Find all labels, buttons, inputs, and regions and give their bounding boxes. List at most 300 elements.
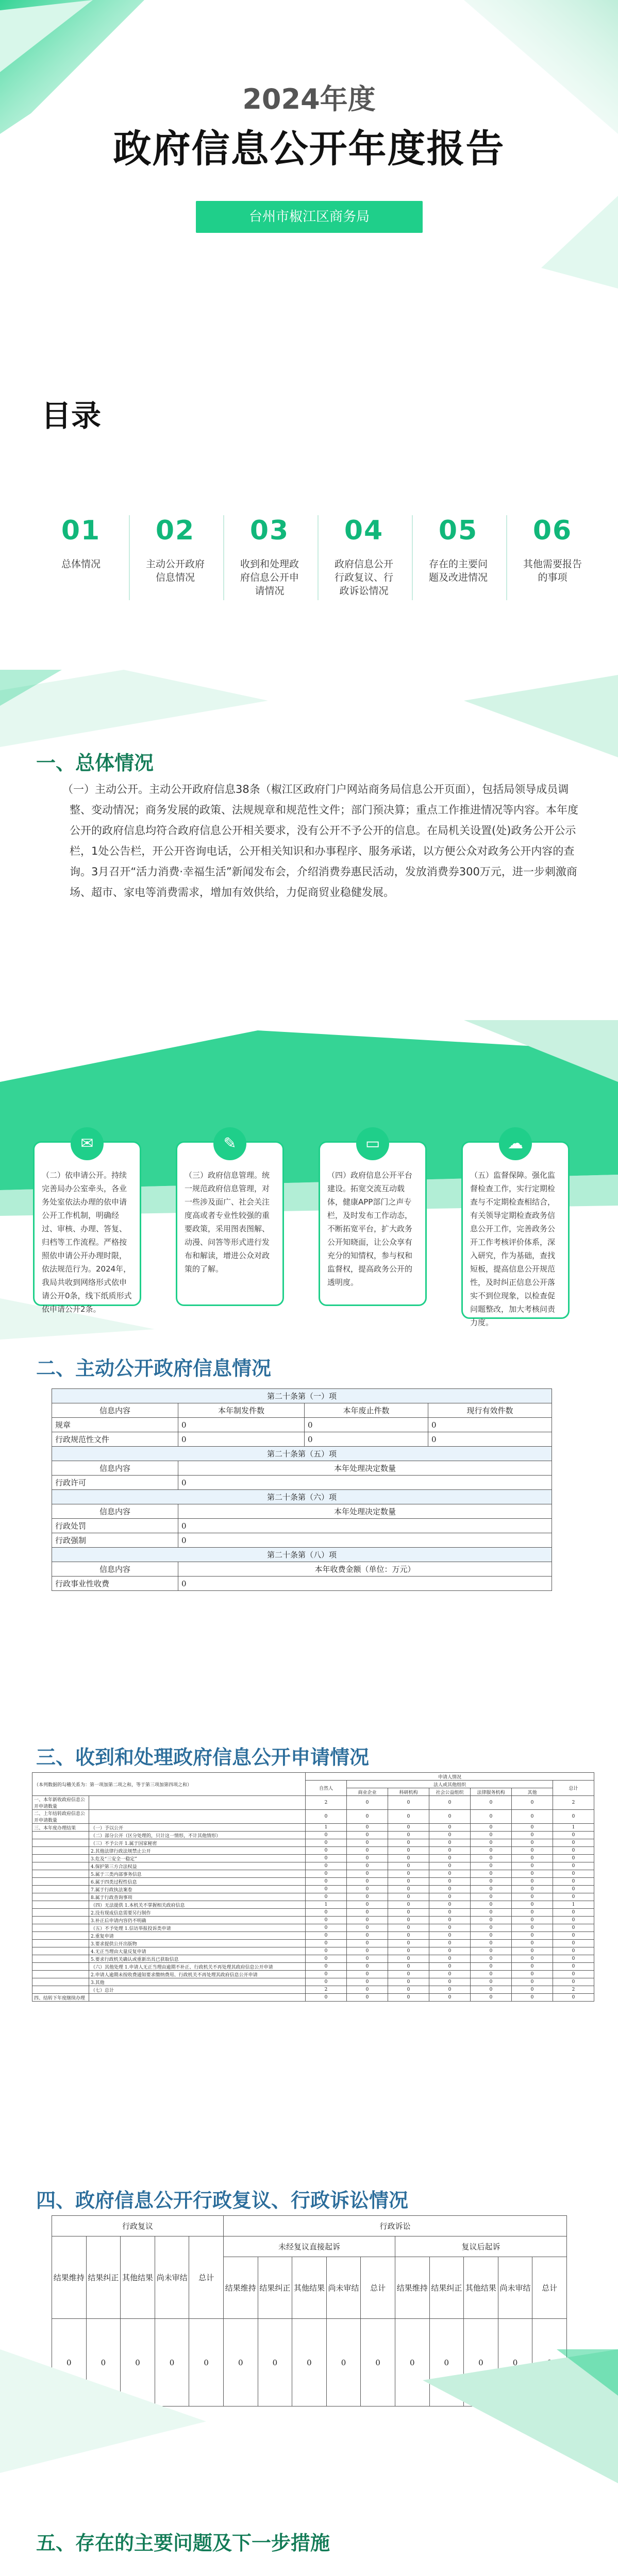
toc-label: 政府信息公开行政复议、行政诉讼情况 bbox=[334, 558, 393, 597]
table-cell: 0 bbox=[306, 1955, 347, 1963]
table-cell: 0 bbox=[429, 1855, 471, 1862]
row-category bbox=[32, 1917, 89, 1924]
table-row bbox=[52, 1533, 552, 1548]
table-cell: 0 bbox=[178, 1577, 552, 1591]
table-header-cell: 社会公益组织 bbox=[429, 1788, 471, 1796]
table-cell: 0 bbox=[306, 1862, 347, 1870]
table-cell: 0 bbox=[471, 1839, 512, 1847]
table-cell: 0 bbox=[306, 1893, 347, 1901]
row-subcategory: （一）予以公开 bbox=[89, 1824, 306, 1832]
table-cell: 0 bbox=[429, 1917, 471, 1924]
table-cell: 0 bbox=[512, 1824, 553, 1832]
table-cell: 0 bbox=[388, 1978, 429, 1986]
table-row bbox=[52, 1418, 552, 1432]
table-cell: 0 bbox=[471, 1994, 512, 2002]
table-cell: 0 bbox=[471, 1940, 512, 1947]
table-cell: 2 bbox=[553, 1986, 594, 1994]
table-cell: 2 bbox=[306, 1796, 347, 1810]
table-cell: 0 bbox=[428, 1432, 552, 1447]
toc-num: 01 bbox=[61, 515, 101, 546]
toc-item-1[interactable] bbox=[37, 515, 125, 571]
table-cell: 0 bbox=[429, 1824, 471, 1832]
chat-icon: ✉ bbox=[71, 1127, 104, 1160]
table-header-cell: 法人或其他组织 bbox=[347, 1781, 553, 1788]
table-row bbox=[32, 1963, 594, 1971]
section4-title: 四、政府信息公开行政复议、行政诉讼情况 bbox=[36, 2189, 409, 2212]
table-cell: 0 bbox=[553, 1886, 594, 1893]
row-subcategory: 4.保护第三方合法权益 bbox=[89, 1862, 306, 1870]
table-cell: 0 bbox=[388, 1994, 429, 2002]
table-cell: 规章 bbox=[52, 1418, 178, 1432]
table-header-cell: 行政复议 bbox=[52, 2216, 224, 2236]
info-card-1 bbox=[33, 1134, 141, 1314]
info-card-3 bbox=[319, 1134, 427, 1306]
row-subcategory bbox=[89, 1994, 306, 2002]
table-header-cell: 信息内容 bbox=[52, 1562, 178, 1577]
table-cell: 0 bbox=[347, 1909, 388, 1917]
toc-num: 03 bbox=[249, 515, 290, 546]
row-subcategory: （四）无法提供 1.本机关不掌握相关政府信息 bbox=[89, 1901, 306, 1909]
table-cell: 0 bbox=[512, 1917, 553, 1924]
table-header-cell: 总计 bbox=[532, 2257, 567, 2319]
table-cell: 0 bbox=[347, 1870, 388, 1878]
table-cell: 0 bbox=[471, 1932, 512, 1940]
table-section-heading: 第二十条第（六）项 bbox=[52, 1490, 552, 1504]
toc-label: 总体情况 bbox=[61, 558, 101, 570]
table-cell: 0 bbox=[553, 1978, 594, 1986]
row-category bbox=[32, 1893, 89, 1901]
toc-divider bbox=[223, 515, 224, 600]
row-subcategory: （五）不予处理 1.信访举报投诉类申请 bbox=[89, 1924, 306, 1932]
table-row bbox=[32, 1917, 594, 1924]
table-cell: 0 bbox=[347, 1796, 388, 1810]
table-header-cell: 信息内容 bbox=[52, 1504, 178, 1519]
table-cell: 0 bbox=[429, 1978, 471, 1986]
table-cell: 1 bbox=[553, 1824, 594, 1832]
table-cell: 0 bbox=[347, 1994, 388, 2002]
row-category bbox=[32, 1963, 89, 1971]
table-cell: 0 bbox=[178, 1533, 552, 1548]
applications-table-body bbox=[32, 1796, 594, 2002]
table-header-cell: 其他结果 bbox=[464, 2257, 498, 2319]
table-cell: 0 bbox=[471, 1893, 512, 1901]
row-subcategory: 5.属于三类内部事务信息 bbox=[89, 1870, 306, 1878]
table-cell: 0 bbox=[306, 1909, 347, 1917]
toc-divider bbox=[129, 515, 130, 600]
table-cell: 0 bbox=[553, 1832, 594, 1839]
row-subcategory: 2.其他法律行政法规禁止公开 bbox=[89, 1847, 306, 1855]
table-cell: 0 bbox=[553, 1893, 594, 1901]
row-category bbox=[32, 1971, 89, 1978]
row-category bbox=[32, 1986, 89, 1994]
table-cell: 0 bbox=[553, 1917, 594, 1924]
table-cell: 0 bbox=[512, 1909, 553, 1917]
table-cell: 0 bbox=[429, 1810, 471, 1824]
table-cell: 0 bbox=[306, 1917, 347, 1924]
table-header-cell: 结果维持 bbox=[223, 2257, 258, 2319]
table-cell: 0 bbox=[429, 1947, 471, 1955]
row-subcategory: 3.其他 bbox=[89, 1978, 306, 1986]
table-row bbox=[32, 1855, 594, 1862]
toc-label: 收到和处理政府信息公开申请情况 bbox=[240, 558, 299, 597]
row-subcategory: 2.没有现成信息需要另行制作 bbox=[89, 1909, 306, 1917]
table-cell: 0 bbox=[347, 1810, 388, 1824]
table-row bbox=[32, 1947, 594, 1955]
table-cell: 0 bbox=[512, 1947, 553, 1955]
table-cell: 0 bbox=[553, 1810, 594, 1824]
table-cell: 0 bbox=[471, 1855, 512, 1862]
table-header-cell: 结果维持 bbox=[52, 2236, 87, 2319]
table-cell: 0 bbox=[189, 2319, 224, 2406]
table-cell: 0 bbox=[306, 1855, 347, 1862]
table-cell: 0 bbox=[512, 1932, 553, 1940]
table-cell: 0 bbox=[471, 1824, 512, 1832]
table-header-cell: 科研机构 bbox=[388, 1788, 429, 1796]
table-row bbox=[32, 1847, 594, 1855]
row-category bbox=[32, 1839, 89, 1847]
table-cell: 0 bbox=[388, 1940, 429, 1947]
table-cell: 0 bbox=[471, 1978, 512, 1986]
row-category bbox=[32, 1932, 89, 1940]
table-cell: 0 bbox=[512, 1855, 553, 1862]
table-cell: 0 bbox=[121, 2319, 155, 2406]
table-header-cell: 尚未审结 bbox=[326, 2257, 361, 2319]
table-cell: 0 bbox=[347, 1862, 388, 1870]
toc-num: 06 bbox=[532, 515, 573, 546]
table-cell: 0 bbox=[347, 1940, 388, 1947]
table-cell: 0 bbox=[553, 1878, 594, 1886]
table-cell: 0 bbox=[388, 1870, 429, 1878]
table-cell: 0 bbox=[471, 1917, 512, 1924]
section5-title: 五、存在的主要问题及下一步措施 bbox=[36, 2532, 330, 2554]
table-cell: 0 bbox=[553, 1955, 594, 1963]
table-cell: 0 bbox=[388, 1824, 429, 1832]
row-subcategory: 8.属于行政查询事项 bbox=[89, 1893, 306, 1901]
row-subcategory: 3.要求提供公开出版物 bbox=[89, 1940, 306, 1947]
table-header-note: （本列数据的勾稽关系为：第一项加第二项之和，等于第三项加第四项之和） bbox=[32, 1773, 306, 1796]
table-cell: 0 bbox=[306, 1963, 347, 1971]
table-cell: 0 bbox=[306, 1810, 347, 1824]
table-header-cell: 结果纠正 bbox=[86, 2236, 121, 2319]
table-cell: 0 bbox=[429, 1839, 471, 1847]
table-cell: 0 bbox=[388, 1862, 429, 1870]
row-subcategory: （二）部分公开（区分处理的，只计这一情形，不计其他情形） bbox=[89, 1832, 306, 1839]
table-cell: 0 bbox=[178, 1432, 305, 1447]
section1-title: 一、总体情况 bbox=[36, 752, 154, 774]
card-text: （五）监督保障。强化监督检查工作，实行定期检查与不定期检查相结合，有关领导定期检查政务信息公开工作，完善政务公开工作考核评价体系，深入研究，作为基础，查找短板，提高信息公开规范性，及时纠正信息公开落实不到位现象，以检查促问题整改，加大考核问责力度。 bbox=[470, 1171, 556, 1327]
table-cell: 0 bbox=[388, 1810, 429, 1824]
table-header-cell: 其他 bbox=[512, 1788, 553, 1796]
table-cell: 0 bbox=[347, 1824, 388, 1832]
toc-num: 02 bbox=[155, 515, 195, 546]
table-cell: 0 bbox=[471, 1909, 512, 1917]
table-cell: 0 bbox=[553, 1924, 594, 1932]
table-section-heading: 第二十条第（一）项 bbox=[52, 1389, 552, 1403]
table-cell: 0 bbox=[512, 1971, 553, 1978]
table-cell: 0 bbox=[347, 1901, 388, 1909]
table-cell: 0 bbox=[388, 1832, 429, 1839]
table-cell: 0 bbox=[429, 1940, 471, 1947]
table-cell: 0 bbox=[306, 1932, 347, 1940]
section3-title: 三、收到和处理政府信息公开申请情况 bbox=[36, 1746, 370, 1769]
table-cell: 0 bbox=[347, 1832, 388, 1839]
table-cell: 0 bbox=[155, 2319, 189, 2406]
table-cell: 0 bbox=[512, 1963, 553, 1971]
toc-item-2[interactable] bbox=[131, 515, 219, 584]
table-cell: 0 bbox=[512, 1901, 553, 1909]
table-cell: 0 bbox=[553, 1963, 594, 1971]
table-cell: 0 bbox=[512, 1978, 553, 1986]
row-subcategory: 3.补正后申请内容仍不明确 bbox=[89, 1917, 306, 1924]
table-cell: 0 bbox=[471, 1878, 512, 1886]
row-category bbox=[32, 1909, 89, 1917]
table-cell: 0 bbox=[471, 1986, 512, 1994]
table-header-cell: 其他结果 bbox=[292, 2257, 327, 2319]
table-cell: 0 bbox=[471, 1870, 512, 1878]
table-row bbox=[32, 1824, 594, 1832]
cloud-icon: ☁ bbox=[499, 1127, 532, 1160]
table-cell: 0 bbox=[223, 2319, 258, 2406]
section2-title: 二、主动公开政府信息情况 bbox=[36, 1357, 272, 1380]
table-header-cell: 信息内容 bbox=[52, 1461, 178, 1476]
table-cell: 0 bbox=[388, 1893, 429, 1901]
table-cell: 0 bbox=[471, 1862, 512, 1870]
toc-divider bbox=[506, 515, 507, 600]
row-subcategory: 3.危及“三安全一稳定” bbox=[89, 1855, 306, 1862]
table-cell: 0 bbox=[388, 1963, 429, 1971]
table-cell: 1 bbox=[306, 1824, 347, 1832]
table-cell: 0 bbox=[388, 1986, 429, 1994]
table-cell: 0 bbox=[429, 1886, 471, 1893]
table-header-cell: 本年处理决定数量 bbox=[178, 1461, 552, 1476]
table-cell: 0 bbox=[553, 1847, 594, 1855]
row-category bbox=[32, 1978, 89, 1986]
row-subcategory: 4.无正当理由大量反复申请 bbox=[89, 1947, 306, 1955]
toc-heading: 目录 bbox=[41, 398, 102, 433]
table-cell: 0 bbox=[178, 1418, 305, 1432]
table-cell: 0 bbox=[429, 1878, 471, 1886]
table-cell: 0 bbox=[553, 1932, 594, 1940]
table-cell: 0 bbox=[347, 1963, 388, 1971]
table-row bbox=[52, 1577, 552, 1591]
table-cell: 0 bbox=[306, 1832, 347, 1839]
table-header-cell: 结果纠正 bbox=[258, 2257, 292, 2319]
table-header-cell: 总计 bbox=[189, 2236, 224, 2319]
applications-table bbox=[32, 1772, 594, 2002]
table-header-cell: 法律服务机构 bbox=[471, 1788, 512, 1796]
row-subcategory: 2.申请人逾期未按收费通知要求缴纳费用、行政机关不再处理其政府信息公开申请 bbox=[89, 1971, 306, 1978]
table-cell: 0 bbox=[512, 1986, 553, 1994]
table-row bbox=[32, 1909, 594, 1917]
card-text: （二）依申请公开。持续完善局办公室牵头，各业务处室依法办理的依申请公开工作机制，明确经过、审核、办理、答复、归档等工作流程。严格按照依申请公开办理时限，依法规范行为。2024年，我局共收到网络形式依申请公开0条，线下纸质形式依申请公开2条。 bbox=[42, 1171, 132, 1314]
report-year: 2024年度 bbox=[242, 83, 376, 115]
table-cell: 0 bbox=[388, 1878, 429, 1886]
monitor-icon: ▭ bbox=[356, 1127, 389, 1160]
table-cell: 0 bbox=[512, 1847, 553, 1855]
table-cell: 行政处罚 bbox=[52, 1519, 178, 1533]
toc-label: 其他需要报告的事项 bbox=[523, 558, 582, 583]
table-cell: 0 bbox=[429, 1932, 471, 1940]
table-cell: 0 bbox=[464, 2319, 498, 2406]
table-cell: 行政规范性文件 bbox=[52, 1432, 178, 1447]
toc-label: 主动公开政府信息情况 bbox=[145, 558, 205, 583]
table-cell: 0 bbox=[471, 1901, 512, 1909]
table-cell: 0 bbox=[471, 1847, 512, 1855]
table-cell: 0 bbox=[512, 1870, 553, 1878]
table-row bbox=[32, 1832, 594, 1839]
table-cell: 0 bbox=[292, 2319, 327, 2406]
table-cell: 行政事业性收费 bbox=[52, 1577, 178, 1591]
row-category bbox=[32, 1901, 89, 1909]
table-cell: 0 bbox=[305, 1418, 428, 1432]
table-cell: 0 bbox=[512, 1940, 553, 1947]
table-cell: 0 bbox=[429, 1847, 471, 1855]
table-cell: 0 bbox=[471, 1963, 512, 1971]
table-cell: 0 bbox=[388, 1947, 429, 1955]
table-cell: 0 bbox=[347, 1947, 388, 1955]
table-row bbox=[32, 1940, 594, 1947]
table-cell: 0 bbox=[388, 1855, 429, 1862]
table-cell: 0 bbox=[388, 1932, 429, 1940]
table-cell: 0 bbox=[471, 1886, 512, 1893]
table-header-cell: 尚未审结 bbox=[155, 2236, 189, 2319]
table-cell: 0 bbox=[512, 1994, 553, 2002]
table-cell: 0 bbox=[512, 1832, 553, 1839]
toc-divider bbox=[318, 515, 319, 600]
table-cell: 0 bbox=[347, 1847, 388, 1855]
table-row bbox=[32, 1971, 594, 1978]
table-header-cell: 商业企业 bbox=[347, 1788, 388, 1796]
table-cell: 0 bbox=[305, 1432, 428, 1447]
row-subcategory: （七）总计 bbox=[89, 1986, 306, 1994]
row-category bbox=[32, 1924, 89, 1932]
table-cell: 0 bbox=[512, 1810, 553, 1824]
table-cell: 0 bbox=[347, 1855, 388, 1862]
table-cell: 0 bbox=[306, 1886, 347, 1893]
info-card-4 bbox=[461, 1134, 570, 1327]
table-cell: 0 bbox=[429, 1870, 471, 1878]
table-cell: 0 bbox=[52, 2319, 87, 2406]
table-cell: 0 bbox=[388, 1924, 429, 1932]
table-cell: 0 bbox=[429, 1909, 471, 1917]
table-header-cell: 未经复议直接起诉 bbox=[223, 2236, 395, 2257]
row-category bbox=[32, 1870, 89, 1878]
table-header-cell: 行政诉讼 bbox=[223, 2216, 566, 2236]
table-cell: 0 bbox=[429, 2319, 464, 2406]
table-cell: 0 bbox=[347, 1932, 388, 1940]
table-cell: 0 bbox=[86, 2319, 121, 2406]
table-cell: 0 bbox=[512, 1796, 553, 1810]
table-section-heading: 第二十条第（八）项 bbox=[52, 1548, 552, 1562]
table-cell: 0 bbox=[429, 1994, 471, 2002]
table-header-cell: 本年收费金额（单位：万元） bbox=[178, 1562, 552, 1577]
table-cell: 0 bbox=[395, 2319, 429, 2406]
toc-num: 04 bbox=[344, 515, 384, 546]
table-cell: 0 bbox=[306, 1847, 347, 1855]
table-cell: 0 bbox=[429, 1924, 471, 1932]
table-row bbox=[32, 1932, 594, 1940]
table-cell: 0 bbox=[306, 1839, 347, 1847]
table-cell: 0 bbox=[429, 1893, 471, 1901]
table-row bbox=[32, 1893, 594, 1901]
toc-item-4[interactable] bbox=[320, 515, 408, 598]
table-cell: 0 bbox=[306, 1940, 347, 1947]
table-cell: 0 bbox=[306, 1978, 347, 1986]
table-row bbox=[32, 1986, 594, 1994]
table-cell: 0 bbox=[388, 1886, 429, 1893]
table-cell: 0 bbox=[553, 1940, 594, 1947]
table-cell: 0 bbox=[553, 1909, 594, 1917]
table-row bbox=[32, 1839, 594, 1847]
table-cell: 1 bbox=[553, 1901, 594, 1909]
table-cell: 0 bbox=[306, 1870, 347, 1878]
table-cell: 0 bbox=[471, 1955, 512, 1963]
row-category bbox=[32, 1940, 89, 1947]
table-cell: 0 bbox=[429, 1971, 471, 1978]
table-cell: 0 bbox=[347, 1839, 388, 1847]
table-row bbox=[52, 1432, 552, 1447]
table-section-heading: 第二十条第（五）项 bbox=[52, 1447, 552, 1461]
table-row bbox=[32, 1901, 594, 1909]
row-category: 三、本年度办理结果 bbox=[32, 1824, 89, 1832]
row-category bbox=[32, 1847, 89, 1855]
info-card-2 bbox=[176, 1134, 284, 1306]
table-cell: 0 bbox=[388, 1847, 429, 1855]
proactive-disclosure-table bbox=[52, 1388, 552, 1591]
table-cell: 0 bbox=[553, 1870, 594, 1878]
table-header-cell: 尚未审结 bbox=[498, 2257, 532, 2319]
table-cell: 0 bbox=[388, 1955, 429, 1963]
table-header-cell: 信息内容 bbox=[52, 1403, 178, 1418]
toc-item-3[interactable] bbox=[226, 515, 313, 598]
table-cell: 0 bbox=[388, 1917, 429, 1924]
table-cell: 0 bbox=[306, 1971, 347, 1978]
table-row bbox=[52, 1476, 552, 1490]
row-category bbox=[32, 1886, 89, 1893]
table-row bbox=[32, 1862, 594, 1870]
table-cell: 0 bbox=[429, 1986, 471, 1994]
table-row bbox=[32, 1878, 594, 1886]
toc-item-6[interactable] bbox=[509, 515, 596, 584]
table-cell: 0 bbox=[429, 1796, 471, 1810]
table-cell: 行政许可 bbox=[52, 1476, 178, 1490]
table-cell: 0 bbox=[178, 1476, 552, 1490]
table-header-cell: 其他结果 bbox=[121, 2236, 155, 2319]
row-subcategory bbox=[89, 1810, 306, 1824]
report-title: 政府信息公开年度报告 bbox=[113, 127, 505, 171]
table-cell: 0 bbox=[428, 1418, 552, 1432]
table-row bbox=[32, 1796, 594, 1810]
toc-divider bbox=[412, 515, 413, 600]
table-cell: 0 bbox=[553, 1994, 594, 2002]
table-cell: 2 bbox=[553, 1796, 594, 1810]
table-cell: 1 bbox=[306, 1901, 347, 1909]
table-cell: 0 bbox=[553, 1947, 594, 1955]
table-cell: 0 bbox=[512, 1862, 553, 1870]
table-cell: 0 bbox=[388, 1901, 429, 1909]
row-category bbox=[32, 1832, 89, 1839]
table-cell: 0 bbox=[553, 1839, 594, 1847]
table-header-cell: 总计 bbox=[361, 2257, 395, 2319]
table-cell: 0 bbox=[306, 1878, 347, 1886]
table-row bbox=[32, 1994, 594, 2002]
table-header-cell: 结果维持 bbox=[395, 2257, 429, 2319]
table-cell: 0 bbox=[512, 1878, 553, 1886]
table-row bbox=[32, 1886, 594, 1893]
table-header-cell: 结果纠正 bbox=[429, 2257, 464, 2319]
toc-item-5[interactable] bbox=[414, 515, 502, 584]
table-header-cell: 申请人情况 bbox=[306, 1773, 594, 1781]
